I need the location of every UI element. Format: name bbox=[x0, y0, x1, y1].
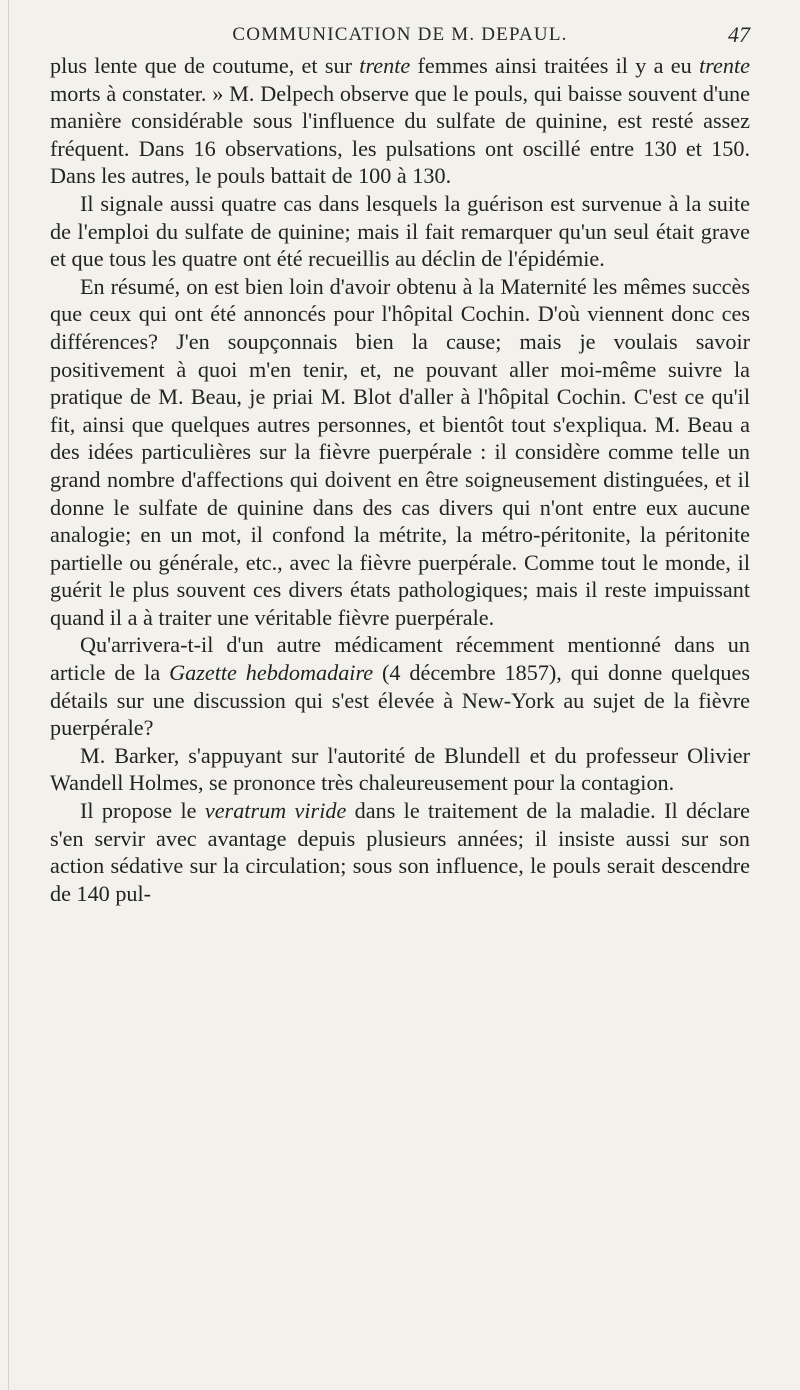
text-run: plus lente que de coutume, et sur bbox=[50, 53, 360, 78]
text-run: Il signale aussi quatre cas dans lesquels la guérison est survenue à la suite de l'emploi du sulfate de quinine; mais il fait remarquer qu'un seul était grave et que tous les quatre ont été recueillis au déclin de l'épidémie. bbox=[50, 190, 750, 272]
text-run: Il propose le bbox=[80, 798, 205, 824]
text-run: (4 décembre 1857), qui donne quelques détails sur une discussion qui s'est élevée à New-York au sujet de la fièvre puerpérale? bbox=[50, 660, 750, 741]
page-number: 47 bbox=[728, 22, 750, 47]
text-run: M. Barker, s'appuyant sur l'autorité de Blundell et du professeur Olivier Wandell Holmes, se prononce très chaleureusement pour la contagion. bbox=[50, 742, 750, 796]
italic-run: trente bbox=[359, 53, 411, 78]
text-run: En résumé, on est bien loin d'avoir obtenu à la Maternité les mêmes succès que ceux qui ont été annoncés pour l'hôpital Cochin. D'où viennent donc ces différences? J'en soupçonnais bien la cause; mais je voulais savoir positivement à quoi m'en tenir, et, ne pouvant aller moi-même suivre la pratique de M. Beau, je priai M. Blot d'aller à l'hôpital Cochin. C'est ce qu'il fit, ainsi que quelques autres personnes, et bientôt tout s'expliqua. M. Beau a des idées particulières sur la fièvre puerpérale : il considère comme telle un grand nombre d'affections qui doivent en être soigneusement distinguées, et il donne le sulfate de quinine dans des cas divers qui n'ont entre eux aucune analogie; en un mot, il confond la métrite, la métro-péritonite, la péritonite partielle ou générale, etc., avec la fièvre puerpérale. Comme tout le monde, il guérit le plus souvent ces divers états pathologiques; mais il reste impuissant quand il a à traiter une véritable fièvre puerpérale. bbox=[50, 273, 750, 630]
paragraph-1 bbox=[50, 52, 750, 190]
running-header bbox=[50, 14, 750, 46]
paragraph-4 bbox=[50, 631, 750, 741]
paragraph-6 bbox=[50, 797, 750, 907]
text-run: femmes ainsi traitées il y a eu bbox=[410, 53, 700, 78]
text-run: morts à constater. » M. Delpech observe que le pouls, qui baisse souvent d'une manière considérable sous l'influence du sulfate de quinine, est resté assez fréquent. Dans 16 observations, les pulsations ont oscillé entre 130 et 150. Dans les autres, le pouls battait de 100 à 130. bbox=[50, 80, 750, 189]
text-run: Qu'arrivera-t-il d'un autre médicament récemment mentionné dans un article de la bbox=[50, 632, 750, 686]
running-title: COMMUNICATION DE M. DEPAUL. bbox=[232, 24, 568, 45]
paragraph-3 bbox=[50, 273, 750, 632]
italic-run: Gazette hebdomadaire bbox=[169, 660, 374, 686]
italic-run: trente bbox=[699, 53, 750, 78]
page-edge-shadow bbox=[8, 0, 9, 1390]
paragraph-2 bbox=[50, 190, 750, 273]
paragraph-5 bbox=[50, 742, 750, 797]
italic-run: veratrum viride bbox=[204, 798, 347, 824]
text-run: dans le traitement de la maladie. Il déclare s'en servir avec avantage depuis plusieurs années; il insiste aussi sur son action sédative sur la circulation; sous son influence, le pouls serait descendre de 140 pul- bbox=[50, 798, 751, 906]
body-text bbox=[50, 52, 750, 907]
